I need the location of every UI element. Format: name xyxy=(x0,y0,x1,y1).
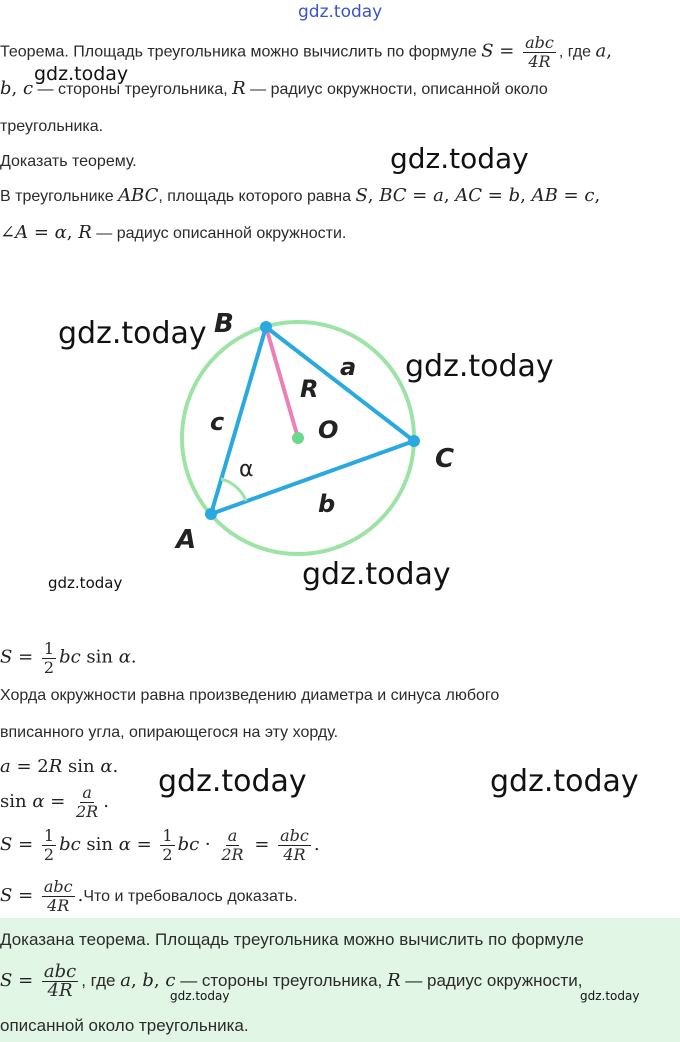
label-side-b: b xyxy=(318,490,336,518)
chord-statement-1: Хорда окружности равна произведению диаметра и синуса любого xyxy=(0,687,500,704)
given-text: — радиус описанной окружности. xyxy=(91,225,347,242)
side-a xyxy=(266,327,414,441)
theorem-line-3: треугольника. xyxy=(0,118,104,135)
label-side-a: a xyxy=(340,353,357,381)
answer-line-2: S = $\frac{\text{abc}}{4R}$ , где a, b, c — стороны треугольника, R — радиус окружности, xyxy=(0,961,583,1002)
answer-text: — радиус окружности, xyxy=(400,971,583,990)
theorem-text: Теорема. Площадь треугольника можно вычислить по формуле xyxy=(0,43,482,61)
label-radius-r: R xyxy=(300,375,319,403)
formula-chord: a = 2R sin α. xyxy=(0,756,119,777)
chord-statement-2: вписанного угла, опирающегося на эту хорду. xyxy=(0,724,339,741)
watermark: gdz.today xyxy=(390,142,529,175)
answer-text: , где xyxy=(81,971,121,990)
theorem-text: , где xyxy=(558,43,596,61)
watermark: gdz.today xyxy=(170,989,230,1003)
watermark: gdz.today xyxy=(34,63,129,85)
watermark: gdz.today xyxy=(490,764,639,799)
label-vertex-b: B xyxy=(214,309,234,339)
theorem-text: — радиус окружности, описанной около xyxy=(245,81,548,98)
watermark: gdz.today xyxy=(298,2,383,22)
given-line-1: В треугольнике ABC, площадь которого равна S, BC = a, AC = b, AB = c, xyxy=(0,185,601,206)
theorem-line-1: Теорема. Площадь треугольника можно вычислить по формуле S = $\frac{\text{abc}}{4R}$ , где a, xyxy=(0,33,612,71)
label-center-o: O xyxy=(318,416,339,444)
angle-alpha-arc xyxy=(221,479,246,501)
theorem-line-2: b, c — стороны треугольника, R — радиус окружности, описанной около xyxy=(0,78,548,99)
formula-sine: sin α = $\frac{a}{2R}$ . xyxy=(0,783,109,822)
label-vertex-a: A xyxy=(176,525,197,555)
given-text: , площадь которого равна xyxy=(158,188,356,205)
watermark: gdz.today xyxy=(580,989,640,1003)
center-o-dot xyxy=(292,432,304,444)
radius-r xyxy=(266,327,298,438)
conclusion-text: Что и требовалось доказать. xyxy=(83,888,298,905)
formula-result: S = $\frac{\text{abc}}{4R}$ .Что и требовалось доказать. xyxy=(0,877,298,916)
watermark: gdz.today xyxy=(48,574,123,592)
answer-line-1: Доказана теорема. Площадь треугольника можно вычислить по формуле xyxy=(0,930,584,949)
watermark: gdz.today xyxy=(405,349,554,384)
given-line-2: ∠A = α, R — радиус описанной окружности. xyxy=(0,222,347,243)
answer-line-3: описанной около треугольника. xyxy=(0,1016,249,1035)
triangle-figure xyxy=(0,290,680,580)
vertex-a-dot xyxy=(205,508,217,520)
formula-area-sine: S = $\frac{1}{2}$ bc sin α. xyxy=(0,639,137,677)
given-text: В треугольнике xyxy=(0,188,119,205)
theorem-text: — стороны треугольника, xyxy=(33,81,233,98)
prove-label: Доказать теорему. xyxy=(0,153,137,170)
formula-fraction: $\frac{\text{abc}}{4R}$ xyxy=(525,33,554,71)
vertex-b-dot xyxy=(260,321,272,333)
answer-text: — стороны треугольника, xyxy=(175,971,387,990)
watermark: gdz.today xyxy=(58,316,207,351)
watermark: gdz.today xyxy=(302,557,451,592)
label-angle-alpha: α xyxy=(239,457,254,482)
watermark: gdz.today xyxy=(158,764,307,799)
formula-derivation: S = $\frac{1}{2}$ bc sin α = $\frac{1}{2}$ bc · $\frac{a}{2R}$ = $\frac{\text{abc}}{4R}$ . xyxy=(0,826,320,865)
label-side-c: c xyxy=(210,408,225,436)
label-vertex-c: C xyxy=(435,444,455,474)
vertex-c-dot xyxy=(408,435,420,447)
